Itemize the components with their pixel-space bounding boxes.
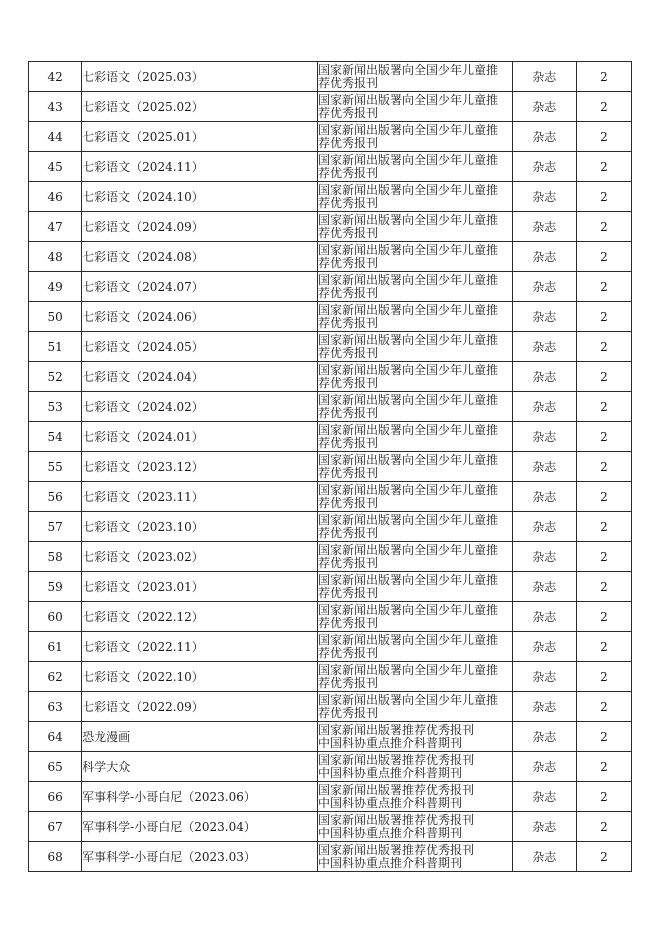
row-number-cell: 58 xyxy=(29,542,82,572)
title-cell: 科学大众 xyxy=(82,752,318,782)
row-number-cell: 59 xyxy=(29,572,82,602)
row-number-cell: 44 xyxy=(29,122,82,152)
recommendation-line: 国家新闻出版署向全国少年儿童推 xyxy=(317,62,498,77)
type-cell: 杂志 xyxy=(512,332,576,362)
type-cell: 杂志 xyxy=(512,602,576,632)
recommendation-line: 国家新闻出版署向全国少年儿童推 xyxy=(317,662,498,677)
quantity-cell: 2 xyxy=(576,362,631,392)
table-row xyxy=(29,572,632,602)
quantity-cell: 2 xyxy=(576,722,631,752)
recommendation-line: 荐优秀报刊 xyxy=(317,165,378,180)
type-cell: 杂志 xyxy=(512,422,576,452)
recommendation-line: 国家新闻出版署推荐优秀报刊 xyxy=(317,812,474,827)
recommendation-line: 国家新闻出版署推荐优秀报刊 xyxy=(317,782,474,797)
recommendation-line: 国家新闻出版署向全国少年儿童推 xyxy=(317,542,498,557)
table-row xyxy=(29,422,632,452)
quantity-cell: 2 xyxy=(576,602,631,632)
recommendation-cell xyxy=(317,182,512,212)
recommendation-line: 荐优秀报刊 xyxy=(317,615,378,630)
type-cell: 杂志 xyxy=(512,122,576,152)
type-cell: 杂志 xyxy=(512,302,576,332)
title-cell: 七彩语文（2024.08） xyxy=(82,242,318,272)
recommendation-line: 国家新闻出版署向全国少年儿童推 xyxy=(317,212,498,227)
recommendation-line: 荐优秀报刊 xyxy=(317,75,378,90)
type-cell: 杂志 xyxy=(512,182,576,212)
row-number-cell: 60 xyxy=(29,602,82,632)
quantity-cell: 2 xyxy=(576,662,631,692)
recommendation-line: 荐优秀报刊 xyxy=(317,345,378,360)
recommendation-line: 荐优秀报刊 xyxy=(317,525,378,540)
title-cell: 七彩语文（2024.02） xyxy=(82,392,318,422)
table-row xyxy=(29,782,632,812)
type-cell: 杂志 xyxy=(512,692,576,722)
table-row xyxy=(29,842,632,872)
quantity-cell: 2 xyxy=(576,182,631,212)
recommendation-line: 国家新闻出版署向全国少年儿童推 xyxy=(317,422,498,437)
row-number-cell: 52 xyxy=(29,362,82,392)
table-row xyxy=(29,512,632,542)
recommendation-line: 中国科协重点推介科普期刊 xyxy=(317,855,462,870)
title-cell: 七彩语文（2024.09） xyxy=(82,212,318,242)
table-row xyxy=(29,812,632,842)
title-cell: 七彩语文（2024.06） xyxy=(82,302,318,332)
type-cell: 杂志 xyxy=(512,452,576,482)
quantity-cell: 2 xyxy=(576,812,631,842)
recommendation-line: 国家新闻出版署向全国少年儿童推 xyxy=(317,332,498,347)
type-cell: 杂志 xyxy=(512,242,576,272)
recommendation-line: 中国科协重点推介科普期刊 xyxy=(317,735,462,750)
row-number-cell: 57 xyxy=(29,512,82,542)
type-cell: 杂志 xyxy=(512,812,576,842)
title-cell: 七彩语文（2023.01） xyxy=(82,572,318,602)
quantity-cell: 2 xyxy=(576,392,631,422)
quantity-cell: 2 xyxy=(576,572,631,602)
recommendation-line: 国家新闻出版署向全国少年儿童推 xyxy=(317,392,498,407)
table-row xyxy=(29,332,632,362)
row-number-cell: 56 xyxy=(29,482,82,512)
table-row xyxy=(29,302,632,332)
table-row xyxy=(29,662,632,692)
row-number-cell: 42 xyxy=(29,62,82,92)
recommendation-line: 国家新闻出版署向全国少年儿童推 xyxy=(317,92,498,107)
table-row xyxy=(29,152,632,182)
periodical-table xyxy=(28,61,632,872)
recommendation-line: 中国科协重点推介科普期刊 xyxy=(317,765,462,780)
table-row xyxy=(29,272,632,302)
row-number-cell: 68 xyxy=(29,842,82,872)
recommendation-line: 国家新闻出版署向全国少年儿童推 xyxy=(317,572,498,587)
quantity-cell: 2 xyxy=(576,152,631,182)
table-row xyxy=(29,122,632,152)
recommendation-line: 荐优秀报刊 xyxy=(317,585,378,600)
type-cell: 杂志 xyxy=(512,512,576,542)
title-cell: 七彩语文（2023.11） xyxy=(82,482,318,512)
table-row xyxy=(29,182,632,212)
recommendation-line: 荐优秀报刊 xyxy=(317,675,378,690)
recommendation-cell xyxy=(317,272,512,302)
quantity-cell: 2 xyxy=(576,752,631,782)
recommendation-cell xyxy=(317,692,512,722)
recommendation-line: 荐优秀报刊 xyxy=(317,555,378,570)
row-number-cell: 46 xyxy=(29,182,82,212)
type-cell: 杂志 xyxy=(512,392,576,422)
quantity-cell: 2 xyxy=(576,452,631,482)
recommendation-line: 荐优秀报刊 xyxy=(317,435,378,450)
row-number-cell: 67 xyxy=(29,812,82,842)
recommendation-line: 荐优秀报刊 xyxy=(317,195,378,210)
recommendation-line: 荐优秀报刊 xyxy=(317,225,378,240)
type-cell: 杂志 xyxy=(512,782,576,812)
type-cell: 杂志 xyxy=(512,62,576,92)
quantity-cell: 2 xyxy=(576,332,631,362)
row-number-cell: 54 xyxy=(29,422,82,452)
recommendation-cell xyxy=(317,152,512,182)
row-number-cell: 49 xyxy=(29,272,82,302)
recommendation-line: 国家新闻出版署向全国少年儿童推 xyxy=(317,692,498,707)
row-number-cell: 50 xyxy=(29,302,82,332)
table-row xyxy=(29,752,632,782)
type-cell: 杂志 xyxy=(512,752,576,782)
title-cell: 七彩语文（2025.03） xyxy=(82,62,318,92)
recommendation-cell xyxy=(317,512,512,542)
document-page xyxy=(28,61,632,872)
quantity-cell: 2 xyxy=(576,62,631,92)
row-number-cell: 53 xyxy=(29,392,82,422)
recommendation-cell xyxy=(317,482,512,512)
recommendation-line: 国家新闻出版署向全国少年儿童推 xyxy=(317,602,498,617)
recommendation-line: 国家新闻出版署向全国少年儿童推 xyxy=(317,482,498,497)
type-cell: 杂志 xyxy=(512,362,576,392)
recommendation-line: 国家新闻出版署向全国少年儿童推 xyxy=(317,182,498,197)
recommendation-cell xyxy=(317,452,512,482)
recommendation-line: 中国科协重点推介科普期刊 xyxy=(317,795,462,810)
recommendation-cell xyxy=(317,752,512,782)
title-cell: 七彩语文（2022.11） xyxy=(82,632,318,662)
recommendation-line: 国家新闻出版署向全国少年儿童推 xyxy=(317,242,498,257)
type-cell: 杂志 xyxy=(512,272,576,302)
recommendation-line: 国家新闻出版署向全国少年儿童推 xyxy=(317,362,498,377)
recommendation-line: 国家新闻出版署向全国少年儿童推 xyxy=(317,272,498,287)
type-cell: 杂志 xyxy=(512,662,576,692)
recommendation-cell xyxy=(317,782,512,812)
recommendation-cell xyxy=(317,602,512,632)
quantity-cell: 2 xyxy=(576,632,631,662)
recommendation-line: 国家新闻出版署向全国少年儿童推 xyxy=(317,122,498,137)
type-cell: 杂志 xyxy=(512,212,576,242)
table-row xyxy=(29,632,632,662)
quantity-cell: 2 xyxy=(576,422,631,452)
title-cell: 七彩语文（2022.10） xyxy=(82,662,318,692)
recommendation-line: 荐优秀报刊 xyxy=(317,645,378,660)
row-number-cell: 47 xyxy=(29,212,82,242)
recommendation-cell xyxy=(317,572,512,602)
title-cell: 七彩语文（2022.12） xyxy=(82,602,318,632)
recommendation-cell xyxy=(317,392,512,422)
recommendation-line: 国家新闻出版署推荐优秀报刊 xyxy=(317,842,474,857)
recommendation-cell xyxy=(317,332,512,362)
recommendation-cell xyxy=(317,362,512,392)
type-cell: 杂志 xyxy=(512,632,576,662)
recommendation-line: 国家新闻出版署向全国少年儿童推 xyxy=(317,452,498,467)
type-cell: 杂志 xyxy=(512,842,576,872)
recommendation-cell xyxy=(317,542,512,572)
row-number-cell: 64 xyxy=(29,722,82,752)
table-row xyxy=(29,92,632,122)
row-number-cell: 45 xyxy=(29,152,82,182)
quantity-cell: 2 xyxy=(576,272,631,302)
title-cell: 七彩语文（2025.01） xyxy=(82,122,318,152)
quantity-cell: 2 xyxy=(576,512,631,542)
table-row xyxy=(29,452,632,482)
quantity-cell: 2 xyxy=(576,242,631,272)
title-cell: 七彩语文（2024.10） xyxy=(82,182,318,212)
recommendation-line: 国家新闻出版署向全国少年儿童推 xyxy=(317,152,498,167)
quantity-cell: 2 xyxy=(576,842,631,872)
recommendation-line: 荐优秀报刊 xyxy=(317,285,378,300)
table-body xyxy=(29,62,632,872)
title-cell: 军事科学-小哥白尼（2023.03） xyxy=(82,842,318,872)
recommendation-line: 国家新闻出版署向全国少年儿童推 xyxy=(317,632,498,647)
title-cell: 七彩语文（2025.02） xyxy=(82,92,318,122)
recommendation-cell xyxy=(317,632,512,662)
recommendation-line: 荐优秀报刊 xyxy=(317,315,378,330)
quantity-cell: 2 xyxy=(576,482,631,512)
title-cell: 七彩语文（2024.07） xyxy=(82,272,318,302)
quantity-cell: 2 xyxy=(576,122,631,152)
recommendation-line: 荐优秀报刊 xyxy=(317,405,378,420)
table-row xyxy=(29,212,632,242)
table-row xyxy=(29,392,632,422)
quantity-cell: 2 xyxy=(576,212,631,242)
title-cell: 七彩语文（2023.12） xyxy=(82,452,318,482)
recommendation-line: 荐优秀报刊 xyxy=(317,135,378,150)
row-number-cell: 65 xyxy=(29,752,82,782)
recommendation-cell xyxy=(317,302,512,332)
table-row xyxy=(29,482,632,512)
recommendation-line: 国家新闻出版署向全国少年儿童推 xyxy=(317,512,498,527)
type-cell: 杂志 xyxy=(512,722,576,752)
type-cell: 杂志 xyxy=(512,152,576,182)
quantity-cell: 2 xyxy=(576,692,631,722)
recommendation-cell xyxy=(317,212,512,242)
recommendation-line: 荐优秀报刊 xyxy=(317,105,378,120)
recommendation-cell xyxy=(317,242,512,272)
row-number-cell: 48 xyxy=(29,242,82,272)
quantity-cell: 2 xyxy=(576,302,631,332)
title-cell: 七彩语文（2024.04） xyxy=(82,362,318,392)
recommendation-cell xyxy=(317,122,512,152)
title-cell: 七彩语文（2023.02） xyxy=(82,542,318,572)
recommendation-line: 荐优秀报刊 xyxy=(317,495,378,510)
recommendation-line: 国家新闻出版署推荐优秀报刊 xyxy=(317,752,474,767)
recommendation-cell xyxy=(317,62,512,92)
recommendation-cell xyxy=(317,422,512,452)
recommendation-line: 中国科协重点推介科普期刊 xyxy=(317,825,462,840)
title-cell: 七彩语文（2024.11） xyxy=(82,152,318,182)
type-cell: 杂志 xyxy=(512,572,576,602)
recommendation-line: 荐优秀报刊 xyxy=(317,375,378,390)
title-cell: 军事科学-小哥白尼（2023.04） xyxy=(82,812,318,842)
type-cell: 杂志 xyxy=(512,92,576,122)
recommendation-cell xyxy=(317,842,512,872)
recommendation-cell xyxy=(317,722,512,752)
recommendation-line: 国家新闻出版署向全国少年儿童推 xyxy=(317,302,498,317)
recommendation-cell xyxy=(317,92,512,122)
row-number-cell: 66 xyxy=(29,782,82,812)
title-cell: 恐龙漫画 xyxy=(82,722,318,752)
row-number-cell: 43 xyxy=(29,92,82,122)
recommendation-line: 国家新闻出版署推荐优秀报刊 xyxy=(317,722,474,737)
title-cell: 七彩语文（2024.01） xyxy=(82,422,318,452)
title-cell: 七彩语文（2023.10） xyxy=(82,512,318,542)
table-row xyxy=(29,602,632,632)
title-cell: 军事科学-小哥白尼（2023.06） xyxy=(82,782,318,812)
recommendation-line: 荐优秀报刊 xyxy=(317,255,378,270)
table-row xyxy=(29,692,632,722)
table-row xyxy=(29,362,632,392)
recommendation-line: 荐优秀报刊 xyxy=(317,705,378,720)
quantity-cell: 2 xyxy=(576,782,631,812)
row-number-cell: 63 xyxy=(29,692,82,722)
row-number-cell: 55 xyxy=(29,452,82,482)
row-number-cell: 51 xyxy=(29,332,82,362)
title-cell: 七彩语文（2022.09） xyxy=(82,692,318,722)
table-row xyxy=(29,542,632,572)
title-cell: 七彩语文（2024.05） xyxy=(82,332,318,362)
table-row xyxy=(29,62,632,92)
table-row xyxy=(29,242,632,272)
quantity-cell: 2 xyxy=(576,542,631,572)
recommendation-cell xyxy=(317,662,512,692)
type-cell: 杂志 xyxy=(512,542,576,572)
recommendation-line: 荐优秀报刊 xyxy=(317,465,378,480)
quantity-cell: 2 xyxy=(576,92,631,122)
type-cell: 杂志 xyxy=(512,482,576,512)
recommendation-cell xyxy=(317,812,512,842)
row-number-cell: 61 xyxy=(29,632,82,662)
table-row xyxy=(29,722,632,752)
row-number-cell: 62 xyxy=(29,662,82,692)
